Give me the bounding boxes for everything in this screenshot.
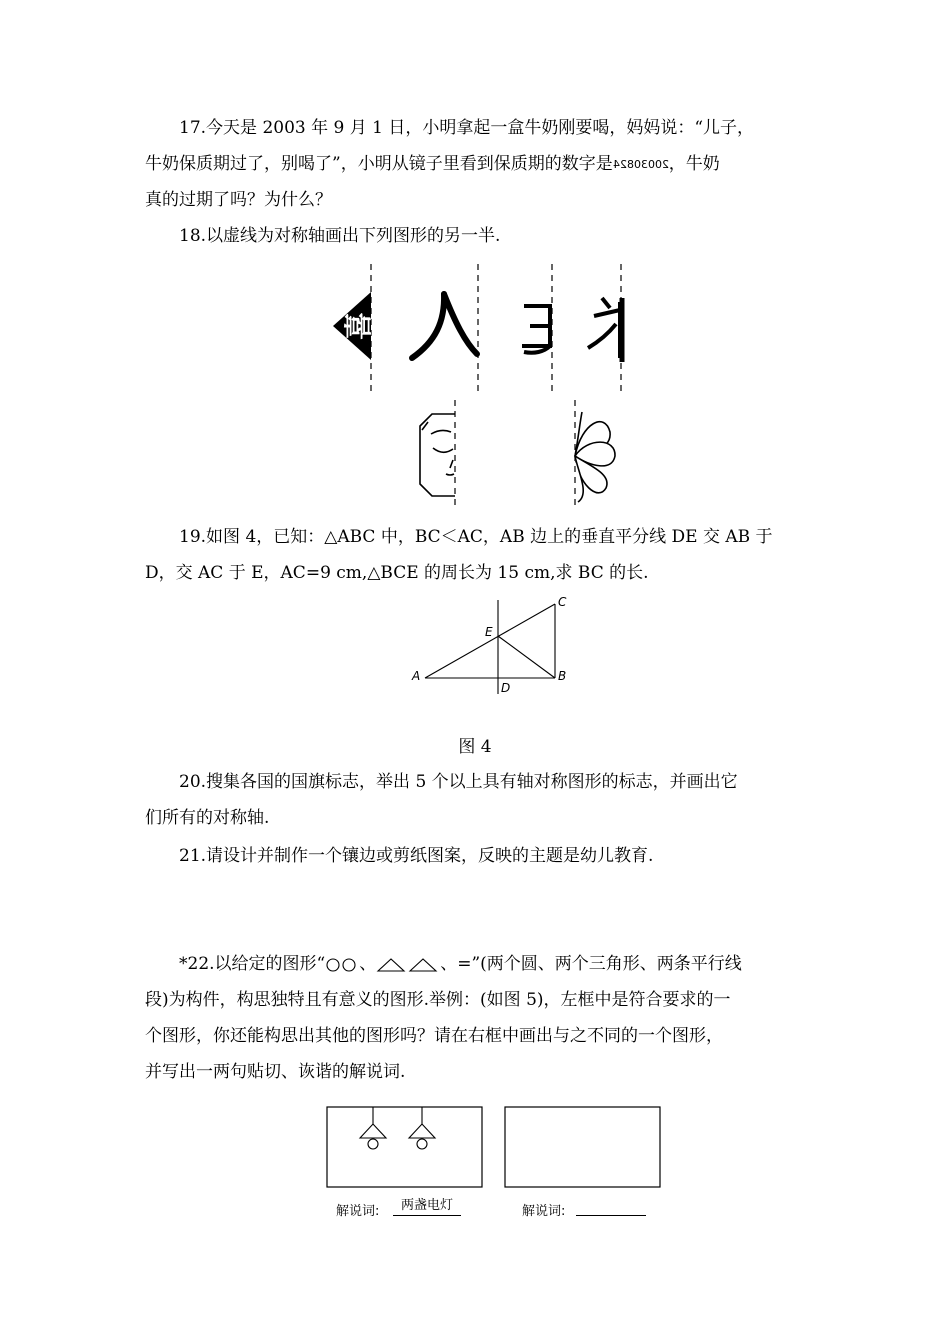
two-triangles-icon (376, 957, 440, 973)
label-B: B (558, 669, 567, 683)
left-caption-label: 解说词: (336, 1204, 380, 1219)
symmetry-figures (320, 262, 640, 512)
q22-line1-a: *22.以给定的图形“ (179, 954, 326, 974)
q17-line3: 真的过期了吗？为什么？ (145, 190, 332, 210)
q20-line2: 们所有的对称轴. (145, 808, 270, 828)
q19-line2: D，交 AC 于 E，AC=9 cm,△BCE 的周长为 15 cm,求 BC 的长. (145, 563, 649, 583)
q22-line4: 并写出一两句贴切、诙谐的解说词. (145, 1062, 406, 1082)
figure-5-left-box (326, 1106, 484, 1190)
q20-line1: 20.搜集各国的国旗标志，举出 5 个以上具有轴对称图形的标志，并画出它 (179, 772, 738, 792)
q19-line1: 19.如图 4，已知：△ABC 中，BC＜AC，AB 边上的垂直平分线 DE 交 AB 于 (179, 527, 773, 547)
q22-line1-c: 、=”(两个圆、两个三角形、两条平行线 (440, 954, 742, 974)
flower-half (575, 412, 615, 502)
character-half-4 (588, 298, 620, 358)
q17-line2-after: ，牛奶 (668, 154, 720, 174)
q17-line2-before: 牛奶保质期过了，别喝了”，小明从镜子里看到保质期的数字是 (145, 154, 613, 174)
label-C: C (558, 595, 567, 609)
xi-half-diamond (333, 292, 375, 360)
figure-4-caption: 图 4 (458, 737, 492, 757)
mirror-digits: 20030824 (612, 157, 669, 171)
label-A: A (412, 669, 421, 683)
face-half (420, 414, 455, 496)
left-caption-answer: 两盏电灯 (393, 1194, 461, 1216)
q17-line2 (145, 146, 810, 183)
lamp-icon (409, 1107, 435, 1149)
xi-character: 喜 (342, 311, 375, 341)
figure-4-triangle (400, 590, 590, 700)
right-caption-blank[interactable] (576, 1215, 646, 1216)
label-E: E (485, 625, 493, 639)
q17-line1: 17.今天是 2003 年 9 月 1 日，小明拿起一盒牛奶刚要喝，妈妈说：“儿子， (179, 118, 755, 138)
q22-line2: 段)为构件，构思独特且有意义的图形.举例：(如图 5)，左框中是符合要求的一 (145, 990, 731, 1010)
q22-line1-b: 、 (359, 954, 377, 974)
lamp-icon (360, 1107, 386, 1149)
label-D: D (501, 681, 511, 695)
right-caption-label: 解说词: (522, 1204, 566, 1219)
character-half-3 (522, 306, 550, 353)
two-circles-icon (325, 957, 359, 973)
q22-line3: 个图形，你还能构思出其他的图形吗？请在右框中画出与之不同的一个图形， (145, 1026, 723, 1046)
q18-text: 18.以虚线为对称轴画出下列图形的另一半. (179, 226, 501, 246)
figure-5-right-box (504, 1106, 662, 1190)
q21-line1: 21.请设计并制作一个镶边或剪纸图案，反映的主题是幼儿教育. (179, 846, 654, 866)
q22-line1 (145, 946, 810, 982)
ren-half (412, 294, 444, 358)
